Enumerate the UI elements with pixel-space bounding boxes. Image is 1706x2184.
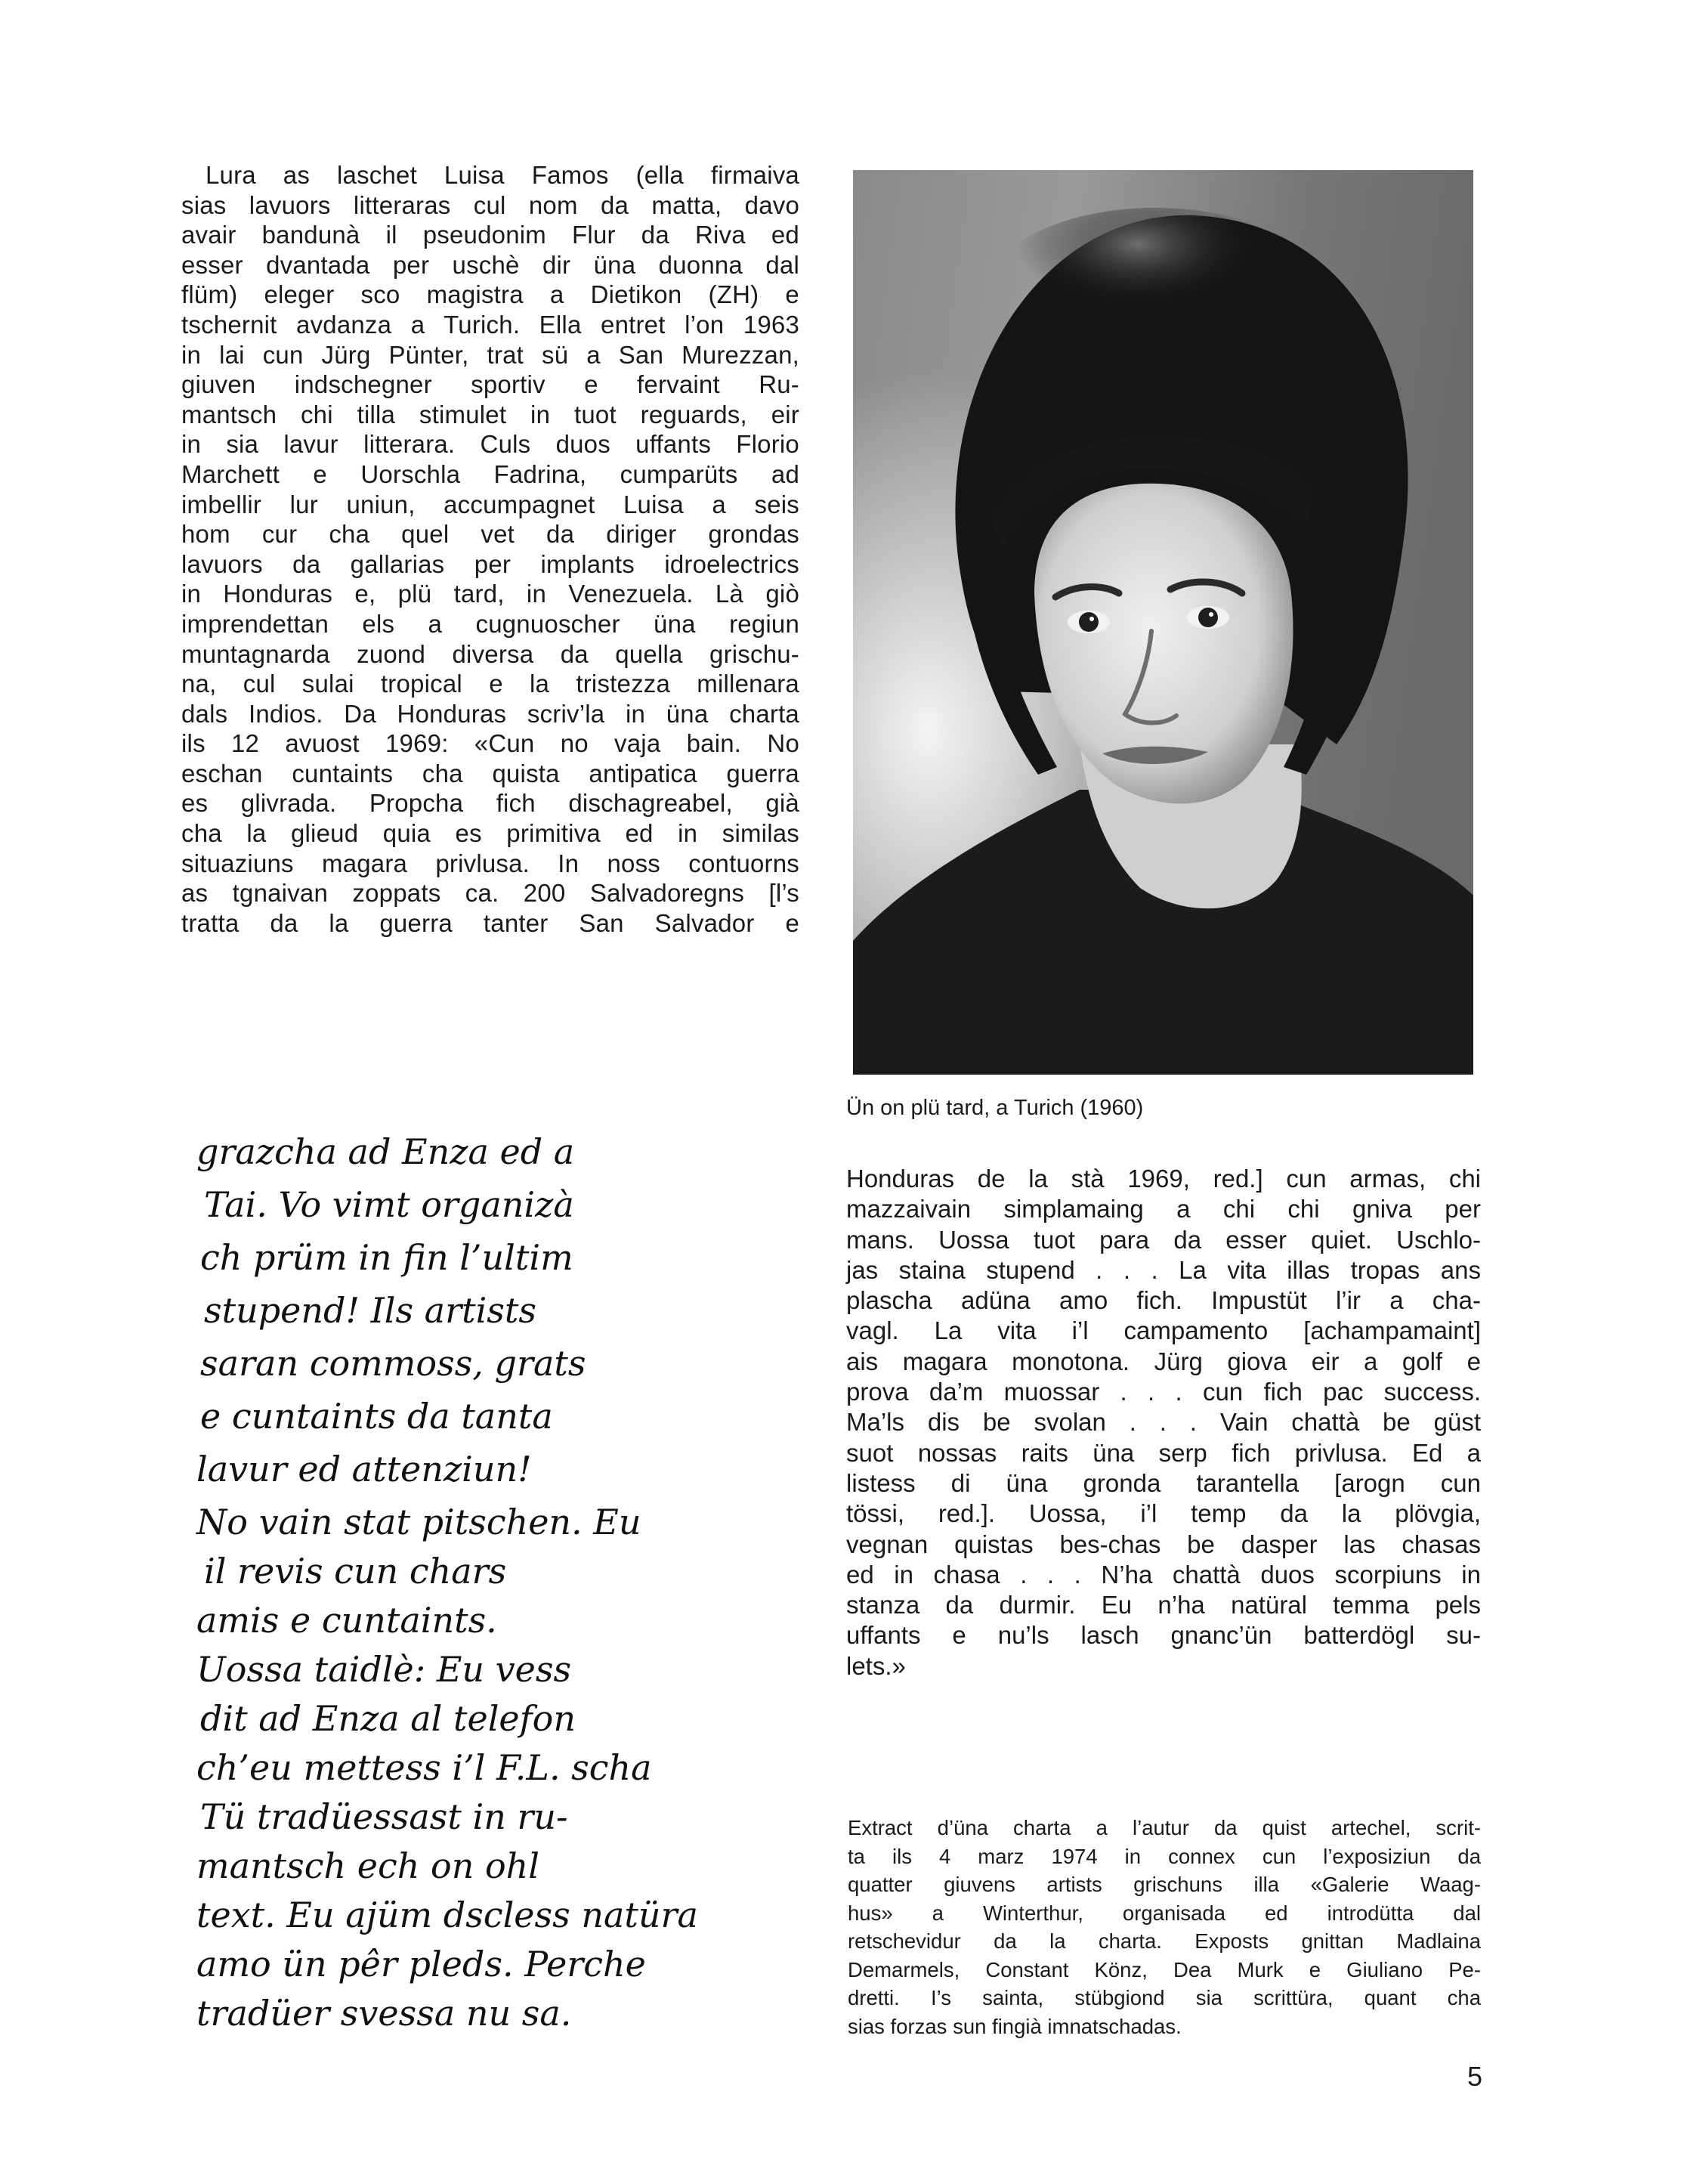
handwritten-letter-facsimile bbox=[189, 1111, 839, 2048]
handwritten-line: ch prüm in fin l’ultim bbox=[200, 1237, 573, 1278]
text-line: imprendettan els a cugnuoscher üna regiun bbox=[181, 609, 799, 638]
caption-line: hus» a Winterthur, organisada ed introdütta dal bbox=[848, 1901, 1481, 1925]
text-line: in sia lavur litterara. Culs duos uffants Florio bbox=[181, 430, 799, 459]
text-line: listess di üna gronda tarantella [arogn cun bbox=[846, 1468, 1481, 1497]
handwritten-line: No vain stat pitschen. Eu bbox=[196, 1502, 641, 1542]
text-line: Honduras de la stà 1969, red.] cun armas, chi bbox=[846, 1165, 1481, 1193]
text-line: jas staina stupend . . . La vita illas tropas ans bbox=[846, 1255, 1481, 1284]
handwritten-line: Tü tradüessast in ru- bbox=[200, 1796, 568, 1837]
text-line: stanza da durmir. Eu n’ha natüral temma pels bbox=[846, 1591, 1481, 1619]
article-body-left-column bbox=[181, 160, 799, 938]
text-line: vagl. La vita i’l campamento [achampamaint] bbox=[846, 1316, 1481, 1345]
handwritten-line: ch’eu mettess i’l F.L. scha bbox=[196, 1747, 652, 1788]
portrait-photo bbox=[853, 170, 1473, 1075]
handwritten-line: tradüer svessa nu sa. bbox=[196, 1993, 572, 2034]
letter-caption bbox=[848, 1814, 1481, 2040]
caption-line: Demarmels, Constant Könz, Dea Murk e Giuliano Pe- bbox=[848, 1957, 1481, 1981]
text-line: lavuors da gallarias per implants idroelectrics bbox=[181, 549, 799, 578]
page-number: 5 bbox=[1467, 2061, 1483, 2092]
handwritten-line: grazcha ad Enza ed a bbox=[196, 1131, 575, 1172]
caption-line: Extract d’üna charta a l’autur da quist artechel, scrit- bbox=[848, 1816, 1481, 1839]
handwritten-line: il revis cun chars bbox=[204, 1551, 507, 1592]
text-line: esser dvantada per uschè dir üna duonna dal bbox=[181, 250, 799, 279]
text-line: prova da’m muossar . . . cun fich pac success. bbox=[846, 1378, 1481, 1406]
caption-line: dretti. I’s sainta, stübgiond sia scrittüra, quant cha bbox=[848, 1986, 1481, 2009]
handwritten-line: mantsch ech on ohl bbox=[196, 1845, 539, 1886]
text-line: ais magara monotona. Jürg giova eir a golf e bbox=[846, 1347, 1481, 1375]
handwritten-line: stupend! Ils artists bbox=[204, 1290, 536, 1331]
handwritten-line: saran commoss, grats bbox=[200, 1343, 586, 1384]
caption-line: sias forzas sun fingià imnatschadas. bbox=[848, 2014, 1182, 2038]
text-line: plascha adüna amo fich. Impustüt l’ir a cha- bbox=[846, 1286, 1481, 1315]
handwriting-image-icon bbox=[189, 1111, 839, 2048]
text-line: mantsch chi tilla stimulet in tuot reguards, eir bbox=[181, 400, 799, 428]
text-line: in lai cun Jürg Pünter, trat sü a San Murezzan, bbox=[181, 340, 799, 369]
text-line: as tgnaivan zoppats ca. 200 Salvadoregns [l’s bbox=[181, 879, 799, 908]
handwritten-line: Tai. Vo vimt organizà bbox=[204, 1184, 574, 1225]
text-line: muntagnarda zuond diversa da quella grischu- bbox=[181, 639, 799, 668]
text-line: dals Indios. Da Honduras scriv’la in üna charta bbox=[181, 699, 799, 728]
text-line: sias lavuors litteraras cul nom da matta, davo bbox=[181, 190, 799, 219]
text-line: eschan cuntaints cha quista antipatica guerra bbox=[181, 759, 799, 787]
text-line: flüm) eleger sco magistra a Dietikon (ZH) e bbox=[181, 280, 799, 309]
text-line: ed in chasa . . . N’ha chattà duos scorpiuns in bbox=[846, 1560, 1481, 1589]
text-line: cha la glieud quia es primitiva ed in similas bbox=[181, 819, 799, 848]
caption-line: ta ils 4 marz 1974 in connex cun l’exposiziun da bbox=[848, 1844, 1481, 1868]
article-body-right-column bbox=[846, 1164, 1481, 1681]
text-line: tössi, red.]. Uossa, i’l temp da la plövgia, bbox=[846, 1499, 1481, 1528]
text-line: hom cur cha quel vet da diriger grondas bbox=[181, 520, 799, 549]
text-line: giuven indschegner sportiv e fervaint Ru- bbox=[181, 370, 799, 399]
text-line: na, cul sulai tropical e la tristezza millenara bbox=[181, 670, 799, 698]
text-line: Marchett e Uorschla Fadrina, cumparüts ad bbox=[181, 459, 799, 488]
text-line: ils 12 avuost 1969: «Cun no vaja bain. No bbox=[181, 729, 799, 758]
handwritten-line: lavur ed attenziun! bbox=[196, 1449, 532, 1490]
portrait-image-icon bbox=[853, 170, 1473, 1075]
handwritten-line: amis e cuntaints. bbox=[196, 1600, 497, 1641]
handwritten-line: text. Eu ajüm dscless natüra bbox=[196, 1895, 698, 1935]
handwritten-line: Uossa taidlè: Eu vess bbox=[196, 1649, 572, 1690]
text-line: tratta da la guerra tanter San Salvador e bbox=[181, 908, 799, 937]
text-line: uffants e nu’ls lasch gnanc’ün batterdögl su- bbox=[846, 1621, 1481, 1650]
text-line: in Honduras e, plü tard, in Venezuela. Là giò bbox=[181, 580, 799, 608]
caption-line: quatter giuvens artists grischuns illa «Galerie Waag- bbox=[848, 1873, 1481, 1896]
text-line: imbellir lur uniun, accumpagnet Luisa a seis bbox=[181, 490, 799, 518]
text-line: avair bandunà il pseudonim Flur da Riva ed bbox=[181, 221, 799, 249]
caption-line: retschevidur da la charta. Exposts gnittan Madlaina bbox=[848, 1929, 1481, 1953]
text-line: Lura as laschet Luisa Famos (ella firmaiva bbox=[206, 161, 799, 189]
text-line: es glivrada. Propcha fich dischagreabel, già bbox=[181, 789, 799, 818]
text-line: vegnan quistas bes-chas be dasper las chasas bbox=[846, 1530, 1481, 1558]
text-line: mans. Uossa tuot para da esser quiet. Uschlo- bbox=[846, 1225, 1481, 1254]
text-line: tschernit avdanza a Turich. Ella entret l’on 1963 bbox=[181, 310, 799, 339]
text-line: situaziuns magara privlusa. In noss contuorns bbox=[181, 849, 799, 877]
text-line: suot nossas raits üna serp fich privlusa. Ed a bbox=[846, 1438, 1481, 1467]
photo-caption: Ün on plü tard, a Turich (1960) bbox=[846, 1096, 1144, 1120]
text-line: Ma’ls dis be svolan . . . Vain chattà be güst bbox=[846, 1408, 1481, 1437]
text-line: lets.» bbox=[846, 1651, 906, 1680]
handwritten-line: dit ad Enza al telefon bbox=[200, 1698, 576, 1739]
handwritten-line: e cuntaints da tanta bbox=[200, 1396, 553, 1437]
handwritten-line: amo ün pêr pleds. Perche bbox=[196, 1944, 646, 1984]
text-line: mazzaivain simplamaing a chi chi gniva per bbox=[846, 1195, 1481, 1223]
